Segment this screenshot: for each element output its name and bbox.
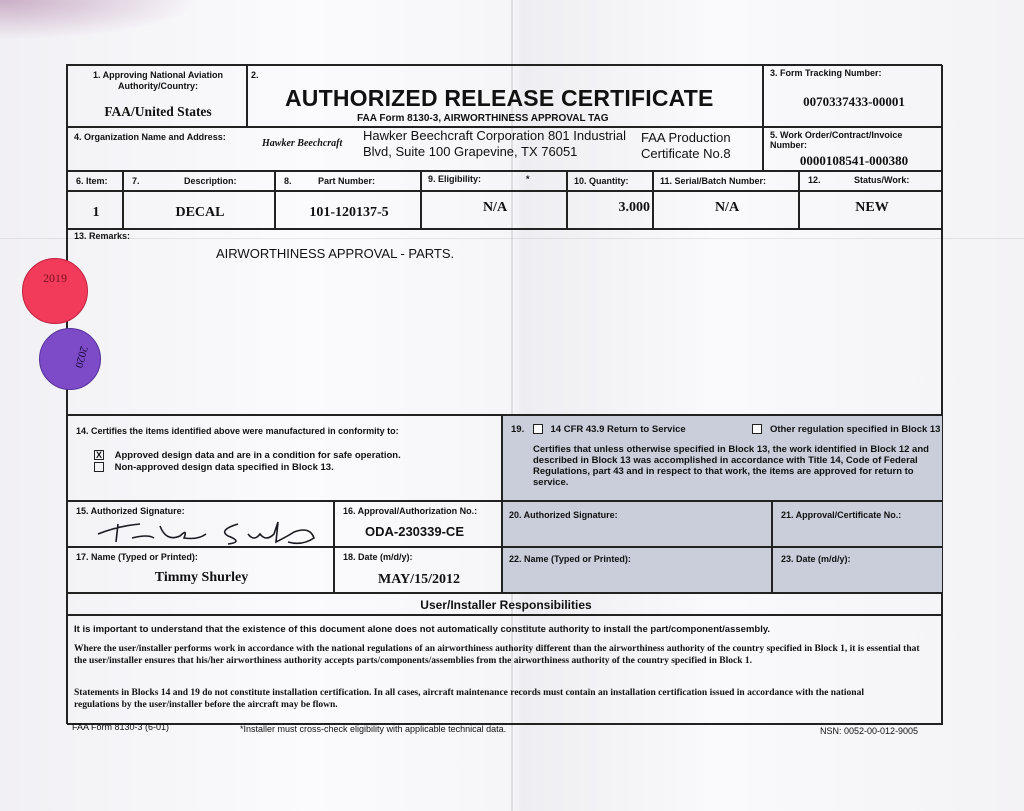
remarks-text: AIRWORTHINESS APPROVAL - PARTS. <box>216 246 455 261</box>
block14-option-approved-label: Approved design data and are in a condition for safe operation. <box>114 450 401 461</box>
block19 <box>502 415 943 501</box>
block21-label: 21. Approval/Certificate No.: <box>781 510 902 520</box>
sticker-purple-year: 2020 <box>72 344 90 370</box>
block18-label: 18. Date (m/d/y): <box>343 552 413 562</box>
row-description-value: DECAL <box>175 205 225 220</box>
hawker-beechcraft-logo: Hawker Beechcraft <box>262 138 343 149</box>
block19-text: Certifies that unless otherwise specified in Block 13, the work identified in Block 12 and described in Block 13 was accomplished in accordance with Title 14, Code of Federal Regulations, part 43 and in respect to that work, the items are approved for return to service. <box>533 444 929 488</box>
block1-label: 1. Approving National Aviation Authority/Country: <box>92 70 223 91</box>
header-quantity-label: 10. Quantity: <box>574 176 629 186</box>
block5-value: 0000108541-000380 <box>799 153 909 168</box>
paper-stain <box>0 0 200 40</box>
block22-label: 22. Name (Typed or Printed): <box>509 554 631 564</box>
block3-label: 3. Form Tracking Number: <box>770 68 882 78</box>
row-serial-value: N/A <box>714 200 740 215</box>
block19-options <box>511 424 940 436</box>
header-status-num: 12. <box>808 175 821 185</box>
form-title: AUTHORIZED RELEASE CERTIFICATE <box>285 85 714 111</box>
header-serial-label: 11. Serial/Batch Number: <box>660 176 767 186</box>
block14-option-approved[interactable] <box>94 450 401 462</box>
block23 <box>772 547 943 593</box>
block2-label: 2. <box>251 70 259 80</box>
table-row-item <box>67 191 123 229</box>
responsibilities-header-text: User/Installer Responsibilities <box>420 598 592 612</box>
block14-option-nonapproved-label: Non-approved design data specified in Block 13. <box>114 462 334 473</box>
block16-value: ODA-230339-CE <box>365 524 464 539</box>
block14-option-nonapproved[interactable] <box>94 462 334 474</box>
header-status <box>799 171 943 191</box>
table-row-status <box>799 191 943 229</box>
header-description-label: Description: <box>184 176 237 186</box>
table-row-quantity <box>567 191 653 229</box>
block5 <box>763 127 943 171</box>
block20-label: 20. Authorized Signature: <box>509 510 618 520</box>
header-status-label: Status/Work: <box>854 175 910 185</box>
footer-form-id: FAA Form 8130-3 (6-01) <box>72 722 170 732</box>
row-item-value: 1 <box>92 205 100 220</box>
row-eligibility-value: N/A <box>482 200 508 215</box>
table-row-serial <box>653 191 799 229</box>
table-row-part-number <box>275 191 421 229</box>
responsibilities-body <box>67 615 943 725</box>
block19-option1-label: 14 CFR 43.9 Return to Service <box>550 424 686 435</box>
block4-label: 4. Organization Name and Address: <box>74 132 226 142</box>
footer-note: *Installer must cross-check eligibility with applicable technical data. <box>240 724 507 734</box>
block20 <box>502 501 772 547</box>
row-status-value: NEW <box>855 200 889 215</box>
block15 <box>67 501 334 547</box>
header-eligibility-label: 9. Eligibility: <box>428 174 482 184</box>
org-address-line2: Blvd, Suite 100 Grapevine, TX 76051 <box>363 144 578 159</box>
inspection-sticker-red <box>22 258 88 324</box>
block15-label: 15. Authorized Signature: <box>76 506 185 516</box>
table-row-description <box>123 191 275 229</box>
org-address-line1: Hawker Beechcraft Corporation 801 Industrial <box>363 128 627 143</box>
remarks-label: 13. Remarks: <box>74 231 131 241</box>
org-address <box>363 128 626 160</box>
other-regulation-checkbox[interactable] <box>752 424 762 434</box>
header-description-num: 7. <box>132 176 140 186</box>
block23-label: 23. Date (m/d/y): <box>781 554 851 564</box>
header-item <box>67 171 123 191</box>
block5-label: 5. Work Order/Contract/Invoice Number: <box>770 130 903 150</box>
production-certificate <box>641 130 731 162</box>
block1-value: FAA/United States <box>104 104 212 119</box>
block22 <box>502 547 772 593</box>
header-eligibility <box>421 171 567 191</box>
prod-cert-line1: FAA Production <box>641 130 731 145</box>
header-part-num: 8. <box>284 176 292 186</box>
responsibilities-para1: It is important to understand that the existence of this document alone does not automatically constitute authority to install the part/component/assembly. <box>74 624 771 635</box>
block14 <box>67 415 502 501</box>
block17-value: Timmy Shurley <box>154 570 249 585</box>
row-part-number-value: 101-120137-5 <box>309 205 389 220</box>
block17 <box>67 547 334 593</box>
responsibilities-para2: Where the user/installer performs work in accordance with the national regulations of an airworthiness authority different than the airworthiness authority of the country specified in Block 1, it is essential that the user/installer ensures that his/her airworthiness authority accepts parts/components/assemblies from the airworthiness authority of the country specified in Block 1. <box>74 644 920 666</box>
block3-value: 0070337433-00001 <box>803 94 905 109</box>
header-quantity <box>567 171 653 191</box>
approved-checkbox[interactable]: X <box>95 450 102 461</box>
prod-cert-line2: Certificate No.8 <box>641 146 731 161</box>
authorized-signature <box>88 512 328 546</box>
block14-label: 14. Certifies the items identified above were manufactured in conformity to: <box>76 426 399 436</box>
authorized-release-certificate-form <box>66 64 942 724</box>
sticker-red-year: 2019 <box>43 271 67 285</box>
row-quantity-value: 3.000 <box>618 200 650 215</box>
block18-value: MAY/15/2012 <box>378 572 460 587</box>
responsibilities-para3: Statements in Blocks 14 and 19 do not constitute installation certification. In all cases, aircraft maintenance records must contain an installation certification issued in accordance with the national regulations by the user/installer before the aircraft may be flown. <box>74 688 864 710</box>
header-eligibility-mark: * <box>526 174 530 184</box>
header-description <box>123 171 275 191</box>
responsibilities-header <box>67 593 943 615</box>
block13-remarks <box>67 229 943 415</box>
block19-num: 19. <box>511 424 525 435</box>
footer-nsn: NSN: 0052-00-012-9005 <box>820 726 919 736</box>
inspection-sticker-purple <box>39 328 101 390</box>
header-part-number <box>275 171 421 191</box>
block18 <box>334 547 502 593</box>
return-to-service-checkbox[interactable] <box>533 424 543 434</box>
header-part-label: Part Number: <box>318 176 376 186</box>
header-item-label: 6. Item: <box>76 176 108 186</box>
block19-option2-label: Other regulation specified in Block 13 <box>769 424 941 435</box>
block3 <box>763 65 943 127</box>
block1 <box>67 65 247 127</box>
nonapproved-checkbox[interactable] <box>94 462 104 472</box>
block16-label: 16. Approval/Authorization No.: <box>343 506 478 516</box>
form-subtitle: FAA Form 8130-3, AIRWORTHINESS APPROVAL TAG <box>357 113 609 124</box>
block16 <box>334 501 502 547</box>
block17-label: 17. Name (Typed or Printed): <box>76 552 198 562</box>
header-serial <box>653 171 799 191</box>
table-row-eligibility <box>421 191 567 229</box>
block21 <box>772 501 943 547</box>
